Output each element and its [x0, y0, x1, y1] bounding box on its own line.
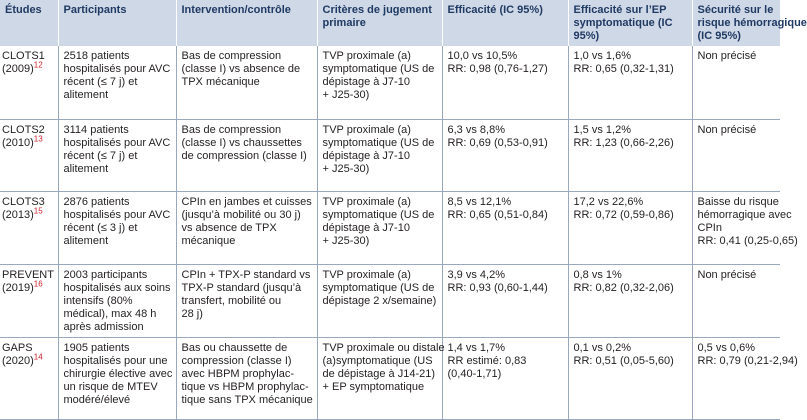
cell-line: Intervention/contrôle	[181, 4, 291, 16]
cell-line: TVP proximale (a)	[322, 268, 411, 281]
cell-line: 0,1 vs 0,2%	[573, 341, 631, 354]
cell-line: (2009)$^{12}$	[2, 60, 43, 75]
study-cell	[0, 46, 58, 119]
cell-line: récent (≤ 7 j) et	[63, 76, 138, 88]
criteria-cell	[317, 337, 445, 419]
cell-line: (classe I) vs absence de	[181, 63, 301, 75]
cell-line: de dépistage à J14-21)	[322, 367, 436, 380]
cell-line: TVP proximale (a)	[322, 123, 411, 136]
header-row	[0, 0, 780, 46]
cell-line: Bas de compression	[181, 123, 282, 136]
cell-line: (classe I) vs chaussettes	[181, 136, 302, 149]
cell-line: transfert, mobilité ou	[181, 294, 282, 307]
cell-line: TPX-P standard (jusqu’à	[181, 281, 302, 294]
cell-line: CPIn + TPX-P standard vs	[181, 268, 311, 281]
cell-line: RR: 0,93 (0,60-1,44)	[447, 281, 548, 294]
cell-line: Bas de compression	[181, 50, 282, 62]
safety-cell	[692, 264, 780, 337]
safety-cell	[692, 119, 780, 191]
cell-line: RR: 0,82 (0,32-2,06)	[573, 281, 674, 294]
ep-efficacy-cell	[568, 264, 692, 337]
cell-line: dépistage à J7-10	[322, 76, 410, 88]
reference-number[interactable]: 16	[33, 278, 43, 288]
cell-line: Non précisé	[697, 268, 757, 281]
reference-number[interactable]: 12	[33, 60, 43, 70]
table-row	[0, 264, 780, 337]
cell-line: 8,5 vs 12,1%	[447, 195, 512, 208]
efficacy-cell	[442, 119, 568, 191]
participants-cell	[58, 46, 176, 119]
cell-line: 6,3 vs 8,8%	[447, 123, 505, 136]
cell-line: (a)symptomatique (US	[322, 354, 433, 367]
cell-line: Participants	[63, 4, 127, 16]
criteria-cell	[317, 46, 442, 119]
cell-line: de compression (classe I)	[181, 149, 307, 162]
cell-line: 95%)	[573, 30, 600, 42]
cell-line: 1,4 vs 1,7%	[447, 341, 505, 354]
participants-cell	[58, 119, 176, 191]
cell-line: hospitalisés pour une	[63, 354, 168, 367]
header-cell	[692, 0, 807, 46]
cell-line: GAPS	[2, 341, 33, 354]
cell-line: RR: 0,79 (0,21-2,94)	[697, 354, 798, 367]
cell-line: RR: 0,98 (0,76-1,27)	[447, 63, 548, 75]
cell-line: alitement	[63, 162, 109, 175]
cell-line: tique vs HBPM prophylac-	[181, 380, 309, 393]
ep-efficacy-cell	[568, 337, 692, 419]
cell-line: 2003 participants	[63, 268, 148, 281]
efficacy-cell	[442, 191, 568, 264]
cell-line: (2020)$^{14}$	[2, 351, 43, 367]
intervention-cell	[176, 337, 317, 419]
cell-line: RR: 0,51 (0,05-5,60)	[573, 354, 674, 367]
cell-line: symptomatique (US de	[322, 136, 435, 149]
criteria-cell	[317, 264, 442, 337]
safety-cell	[692, 191, 798, 264]
intervention-cell	[176, 119, 317, 191]
header-cell	[58, 0, 176, 46]
cell-line: hospitalisés pour AVC	[63, 63, 171, 75]
cell-line: alitement	[63, 234, 109, 247]
cell-line: chirurgie élective avec	[63, 367, 173, 380]
cell-line: un risque de MTEV	[63, 380, 158, 393]
cell-line: intensifs (80%	[63, 294, 133, 307]
study-cell	[0, 191, 58, 264]
cell-line: RR estimé: 0,83	[447, 354, 527, 367]
cell-line: TVP proximale (a)	[322, 195, 411, 208]
cell-line: symptomatique (US de	[322, 281, 435, 294]
table-body	[0, 46, 798, 419]
cell-line: symptomatique (US de	[322, 208, 435, 221]
cell-line: symptomatique (US de	[322, 63, 435, 75]
cell-line: après admission	[63, 320, 144, 333]
ep-efficacy-cell	[568, 119, 692, 191]
table-row	[0, 337, 780, 419]
cell-line: (2019)$^{16}$	[2, 278, 43, 294]
cell-line: Études	[5, 4, 42, 16]
cell-line: 3,9 vs 4,2%	[447, 268, 505, 281]
cell-line: Baisse du risque	[697, 195, 779, 208]
cell-line: CLOTS3	[2, 195, 45, 208]
cell-line: primaire	[322, 17, 366, 29]
cell-line: RR: 0,69 (0,53-0,91)	[447, 136, 548, 149]
safety-cell	[692, 337, 798, 419]
cell-line: 3114 patients	[63, 123, 129, 136]
cell-line: RR: 0,65 (0,32-1,31)	[573, 63, 674, 75]
cell-line: modéré/élevé	[63, 393, 131, 406]
participants-cell	[58, 337, 176, 419]
cell-line: TVP proximale ou distale	[322, 341, 445, 354]
header-cell	[176, 0, 317, 46]
cell-line: RR: 1,23 (0,66-2,26)	[573, 136, 674, 149]
cell-line: + EP symptomatique	[322, 380, 425, 393]
criteria-cell	[317, 191, 442, 264]
cell-line: risque hémorragique	[697, 17, 807, 29]
cell-line: (IC 95%)	[697, 30, 741, 42]
cell-line: avec HBPM prophylac-	[181, 367, 294, 380]
cell-line: RR: 0,41 (0,25-0,65)	[697, 234, 798, 247]
intervention-cell	[176, 191, 317, 264]
cell-line: médical), max 48 h	[63, 307, 157, 320]
cell-line: (0,40-1,71)	[447, 367, 502, 380]
cell-line: 28 j)	[181, 307, 203, 320]
cell-line: CPIn en jambes et cuisses	[181, 195, 312, 208]
header-cell	[568, 0, 692, 46]
cell-line: 2518 patients	[63, 50, 130, 62]
cell-line: tique sans TPX mécanique	[181, 393, 313, 406]
cell-line: (2013)$^{15}$	[2, 205, 43, 221]
cell-line: RR: 0,72 (0,59-0,86)	[573, 208, 674, 221]
cell-line: 1,0 vs 1,6%	[573, 50, 631, 62]
cell-line: récent (≤ 7 j) et	[63, 149, 138, 162]
participants-cell	[58, 191, 176, 264]
ep-efficacy-cell	[568, 191, 692, 264]
table-row	[0, 191, 780, 264]
intervention-cell	[176, 46, 317, 119]
cell-line: dépistage à J7-10	[322, 221, 410, 234]
cell-line: Efficacité (IC 95%)	[447, 4, 543, 16]
cell-line: 0,5 vs 0,6%	[697, 341, 755, 354]
header-cell	[442, 0, 568, 46]
cell-line: CPIn	[697, 221, 722, 234]
cell-line: dépistage à J7-10	[322, 149, 410, 162]
table-row	[0, 119, 780, 191]
cell-line: vs absence de TPX	[181, 221, 277, 234]
cell-line: 17,2 vs 22,6%	[573, 195, 644, 208]
cell-line: RR: 0,65 (0,51-0,84)	[447, 208, 548, 221]
cell-line: 10,0 vs 10,5%	[447, 50, 518, 62]
cell-line: TPX mécanique	[181, 76, 260, 88]
header-cell	[0, 0, 58, 46]
cell-line: + J25-30)	[322, 89, 370, 101]
efficacy-cell	[442, 337, 568, 419]
cell-line: mécanique	[181, 234, 236, 247]
header-cell	[317, 0, 442, 46]
cell-line: TVP proximale (a)	[322, 50, 411, 62]
cell-line: 2876 patients	[63, 195, 130, 208]
cell-line: 1905 patients	[63, 341, 130, 354]
cell-line: 1,5 vs 1,2%	[573, 123, 631, 136]
cell-line: (jusqu’à mobilité ou 30 j)	[181, 208, 301, 221]
reference-number[interactable]: 14	[33, 351, 43, 361]
cell-line: CLOTS1	[2, 50, 45, 62]
cell-line: hospitalisés pour AVC	[63, 208, 171, 221]
reference-number[interactable]: 13	[33, 133, 43, 143]
cell-line: hospitalisés aux soins	[63, 281, 171, 294]
cell-line: + J25-30)	[322, 234, 370, 247]
cell-line: symptomatique (IC	[573, 17, 673, 29]
ep-efficacy-cell	[568, 46, 692, 119]
cell-line: Critères de jugement	[322, 4, 432, 16]
reference-number[interactable]: 15	[33, 205, 43, 215]
cell-line: Non précisé	[697, 123, 757, 136]
cell-line: + J25-30)	[322, 162, 370, 175]
cell-line: CLOTS2	[2, 123, 45, 136]
participants-cell	[58, 264, 176, 337]
criteria-cell	[317, 119, 442, 191]
cell-line: PREVENT	[2, 268, 54, 281]
efficacy-cell	[442, 264, 568, 337]
efficacy-cell	[442, 46, 568, 119]
cell-line: alitement	[63, 89, 109, 101]
cell-line: hémorragique avec	[697, 208, 792, 221]
cell-line: hospitalisés pour AVC	[63, 136, 171, 149]
cell-line: Efficacité sur l’EP	[573, 4, 667, 16]
intervention-cell	[176, 264, 317, 337]
cell-line: Sécurité sur le	[697, 4, 774, 16]
study-cell	[0, 264, 58, 337]
cell-line: Non précisé	[697, 50, 757, 62]
cell-line: compression (classe I)	[181, 354, 292, 367]
table-row	[0, 46, 780, 119]
cell-line: dépistage 2 x/semaine)	[322, 294, 437, 307]
cell-line: (2010)$^{13}$	[2, 133, 43, 149]
safety-cell	[692, 46, 780, 119]
cell-line: Bas ou chaussette de	[181, 341, 288, 354]
cell-line: 0,8 vs 1%	[573, 268, 622, 281]
study-cell	[0, 119, 58, 191]
study-cell	[0, 337, 58, 419]
cell-line: récent (≤ 3 j) et	[63, 221, 138, 234]
